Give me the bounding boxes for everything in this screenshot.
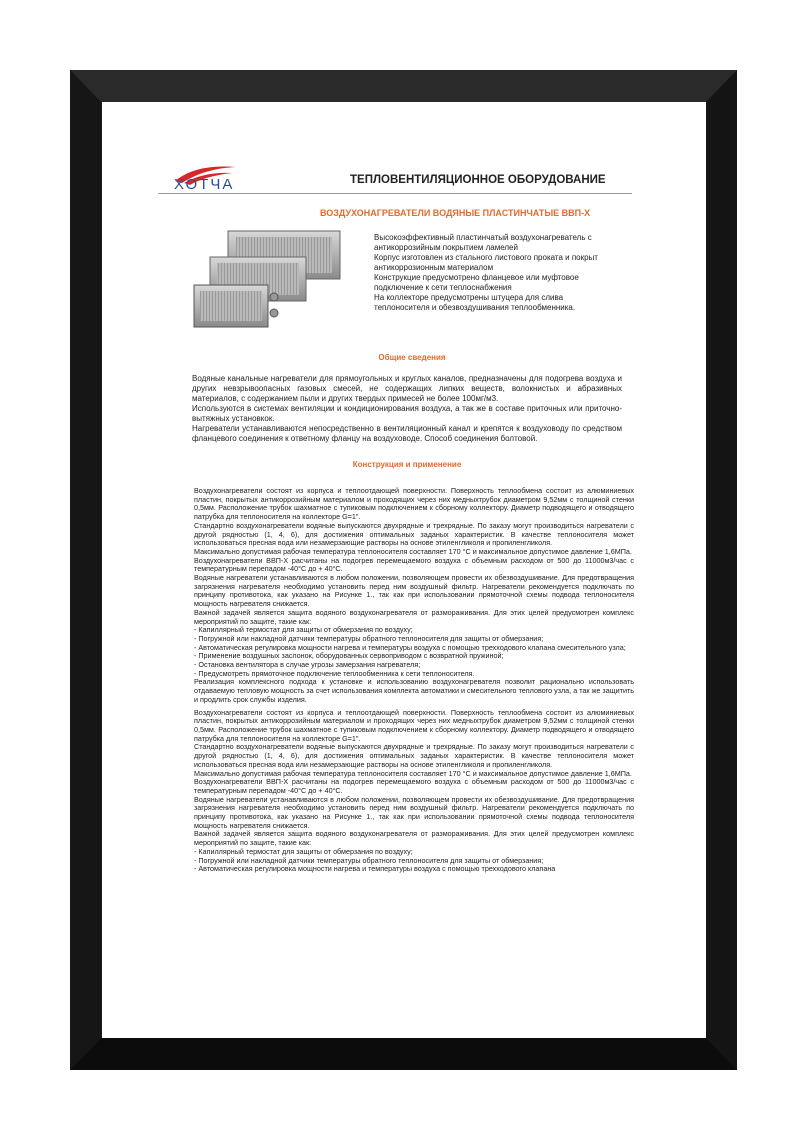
paragraph: Воздухонагреватели состоят из корпуса и теплоотдающей поверхности. Поверхность теплообмена состоит из алюминиевых пластин, покрытых антикоррозийным материалом и проходящих через них медныхтрубок диаметром 9,52мм с толщиной стенки 0,5мм. Расположение трубок шахматное с тупиковым подключением к сборному коллектору. Диаметр подводящего и отводящего патрубка для теплоносителя на коллекторе G=1".	[194, 707, 634, 743]
construction-text	[194, 487, 634, 985]
logo-text: ХОТЧА	[174, 176, 235, 193]
paragraph: Воздухонагреватели состоят из корпуса и теплоотдающей поверхности. Поверхность теплообмена состоит из алюминиевых пластин, покрытых антикоррозийным материалом и проходящих через них медныхтрубок диаметром 9,52мм с толщиной стенки 0,5мм. Расположение трубок шахматное с тупиковым подключением к сборному коллектору. Диаметр подводящего и отводящего патрубка для теплоносителя на коллекторе G=1".	[194, 487, 634, 522]
paragraph: Важной задачей является защита водяного воздухонагревателя от размораживания. Для этих целей предусмотрен комплекс мероприятий по защите, такие как:	[194, 829, 634, 848]
feature-text: Высокоэффективный пластинчатый воздухонагреватель с антикоррозийным покрытием ламелей	[374, 233, 592, 252]
list-item: - Автоматическая регулировка мощности нагрева и температуры воздуха с помощью трехходового клапана	[194, 864, 556, 874]
paragraph: Водяные нагреватели устанавливаются в любом положении, позволяющем провести их обезвоздушивание. Для предотвращения загрязнения нагревателя необходимо установить перед ним воздушный фильтр. Нагреватели рекомендуется подключать по принципу противотока, как указано на Рисунке 1., так как при использовании прямоточной схемы подвода теплоносителя мощность нагревателя снижается.	[194, 573, 634, 609]
list-item: - Автоматическая регулировка мощности нагрева и температуры воздуха с помощью трехходового клапана смесительного узла;	[194, 642, 626, 652]
paragraph: Водяные нагреватели устанавливаются в любом положении, позволяющем провести их обезвоздушивание. Для предотвращения загрязнения нагревателя необходимо установить перед ним воздушный фильтр. Нагреватели рекомендуется подключать по принципу противотока, как указано на Рисунке 1., так как при использовании прямоточной схемы подвода теплоносителя мощность нагревателя снижается.	[194, 794, 634, 830]
feature-text: Корпус изготовлен из стального листового проката и покрыт антикоррозионным материалом	[374, 253, 598, 272]
list-item: - Капиллярный термостат для защиты от обмерзания по воздуху;	[194, 625, 413, 635]
paragraph: Водяные канальные нагреватели для прямоугольных и круглых каналов, предназначены для подогрева воздуха и других невзрывоопасных газовых смесей, не содержащих липких веществ, волокнистых и абразивных материалов, с содержанием пыли и других твердых примесей не более 100мг/м3.	[192, 374, 622, 403]
section-title-construction: Конструкция и применение	[352, 460, 462, 469]
paragraph: Максимально допустимая рабочая температура теплоносителя составляет 170 °С и максимальное допустимое давление 1,6МПа.	[194, 768, 632, 778]
feature-text: Конструкцие предусмотрено фланцевое или муфтовое подключение к сети теплоснабжения	[374, 273, 579, 292]
paragraph: Стандартно воздухонагреватели водяные выпускаются двухрядные и трехрядные. По заказу могут производиться нагреватели с другой рядностью (1, 4, 6), для достижения оптимальных заданых характеристик. В качестве теплоносителя может использоваться пресная вода или незамерзающие растворы на основе этиленгликоля и пропиленгликоля.	[194, 520, 634, 548]
page-title: ТЕПЛОВЕНТИЛЯЦИОННОЕ ОБОРУДОВАНИЕ	[350, 174, 606, 186]
list-item: - Капиллярный термостат для защиты от обмерзания по воздуху;	[194, 846, 413, 856]
general-text	[192, 374, 622, 444]
feature-text: На коллекторе предусмотрены штуцера для слива теплоносителя и обезвоздушивания теплообменника.	[374, 293, 576, 312]
list-item: - Погружной или накладной датчики температуры обратного теплоносителя для защиты от обмерзания;	[194, 855, 544, 865]
paragraph: Реализация комплексного подхода к установке и использованию воздухонагревателя позволит рационально использовать отдаваемую тепловую мощность за счет использования комплекта автоматики и смесительного теплового узла, а так же защитить и продлить срок службы изделия.	[194, 677, 634, 704]
product-features	[374, 233, 606, 313]
product-title: ВОЗДУХОНАГРЕВАТЕЛИ ВОДЯНЫЕ ПЛАСТИНЧАТЫЕ ВВП-Х	[320, 208, 591, 218]
list-item: - Применение воздушных заслонок, оборудованных сервоприводом с возвратной пружиной;	[194, 651, 504, 661]
section-title-general: Общие сведения	[378, 353, 446, 362]
paragraph: Важной задачей является защита водяного воздухонагревателя от размораживания. Для этих целей предусмотрен комплекс мероприятий по защите, такие как:	[194, 607, 634, 626]
paragraph: Нагреватели устанавливаются непосредственно в вентиляционный канал и крепятся к воздуховоду по средством фланцевого соединения к ответному фланцу на воздуховоде. Способ соединения болтовой.	[192, 424, 622, 443]
list-item: - Остановка вентилятора в случае угрозы замерзания нагревателя;	[194, 660, 421, 670]
air-heater-product-image	[188, 225, 350, 337]
list-item: - Погружной или накладной датчики температуры обратного теплоносителя для защиты от обмерзания;	[194, 633, 544, 643]
paragraph: Используются в системах вентиляции и кондиционирования воздуха, а так же в составе приточных или приточно-вытяжных установкок.	[192, 404, 622, 423]
paragraph: Воздухонагреватели ВВП-Х расчитаны на подогрев перемещаемого воздуха с объемным расходом от 500 до 11000м3/час с температурным перепадом -40°С до + 40°С.	[194, 777, 634, 795]
paragraph: Воздухонагреватели ВВП-Х расчитаны на подогрев перемещаемого воздуха с объемным расходом от 500 до 11000м3/час с температурным перепадом -40°С до + 40°С.	[194, 555, 634, 574]
paragraph: Стандартно воздухонагреватели водяные выпускаются двухрядные и трехрядные. По заказу могут производиться нагреватели с другой рядностью (1, 4, 6), для достижения оптимальных заданых характеристик. В качестве теплоносителя может использоваться пресная вода или незамерзающие растворы на основе этиленгликоля и пропиленгликоля.	[194, 742, 634, 769]
paragraph: Максимально допустимая рабочая температура теплоносителя составляет 170 °С и максимальное допустимое давление 1,6МПа.	[194, 546, 632, 556]
header-divider	[158, 193, 632, 194]
document-page	[102, 102, 706, 1038]
list-item: - Предусмотреть прямоточное подключение теплообменника к сети теплоносителя.	[194, 668, 475, 678]
